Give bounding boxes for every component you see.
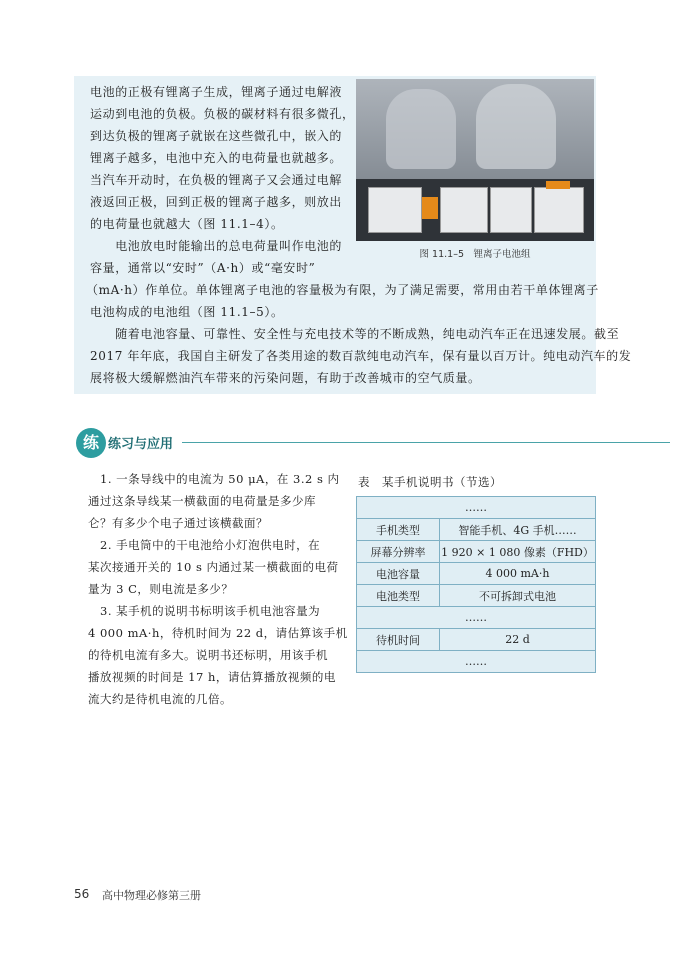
battery-cell-shape bbox=[490, 187, 532, 233]
table-row bbox=[357, 607, 596, 629]
question-line: 的待机电流有多大。说明书还标明，用该手机 bbox=[88, 648, 328, 662]
question-line: 流大约是待机电流的几倍。 bbox=[88, 692, 232, 706]
table-value: 22 d bbox=[440, 629, 596, 651]
info-line: 电池的正极有锂离子生成，锂离子通过电解液 bbox=[90, 85, 343, 99]
book-title: 高中物理必修第三册 bbox=[102, 889, 201, 902]
page-number: 56 bbox=[74, 887, 90, 901]
figure-caption: 图 11.1–5 锂离子电池组 bbox=[419, 249, 531, 260]
battery-connector-shape bbox=[546, 181, 570, 189]
battery-pack-figure bbox=[356, 79, 594, 241]
table-key: 电池类型 bbox=[357, 585, 440, 607]
table-value: 不可拆卸式电池 bbox=[440, 585, 596, 607]
table-row bbox=[357, 541, 596, 563]
info-line: 展将极大缓解燃油汽车带来的污染问题，有助于改善城市的空气质量。 bbox=[90, 371, 481, 385]
car-seat-shape bbox=[476, 84, 556, 169]
table-value: 1 920 × 1 080 像素（FHD） bbox=[440, 541, 596, 563]
table-key: 手机类型 bbox=[357, 519, 440, 541]
question-line: 通过这条导线某一横截面的电荷量是多少库 bbox=[88, 494, 316, 508]
question-line: 量为 3 C，则电流是多少？ bbox=[88, 582, 234, 596]
info-line: 的电荷量也就越大（图 11.1–4）。 bbox=[90, 217, 284, 231]
info-line: 电池放电时能输出的总电荷量叫作电池的 bbox=[90, 239, 343, 253]
table-key: 电池容量 bbox=[357, 563, 440, 585]
phone-spec-table bbox=[356, 496, 596, 673]
info-line: 当汽车开动时，在负极的锂离子又会通过电解 bbox=[90, 173, 343, 187]
info-line: 容量，通常以“安时”（A·h）或“毫安时” bbox=[90, 261, 316, 275]
table-row bbox=[357, 519, 596, 541]
table-ellipsis: …… bbox=[357, 651, 596, 673]
question-line: 仑？有多少个电子通过该横截面？ bbox=[88, 516, 268, 530]
table-row bbox=[357, 629, 596, 651]
section-divider bbox=[182, 442, 670, 443]
table-value: 智能手机、4G 手机…… bbox=[440, 519, 596, 541]
info-line: 2017 年年底，我国自主研发了各类用途的数百款纯电动汽车，保有量以百万计。纯电动汽车的发 bbox=[90, 349, 632, 363]
info-line: 运动到电池的负极。负极的碳材料有很多微孔， bbox=[90, 107, 355, 121]
table-ellipsis: …… bbox=[357, 497, 596, 519]
table-row bbox=[357, 497, 596, 519]
table-ellipsis: …… bbox=[357, 607, 596, 629]
question-line: 播放视频的时间是 17 h，请估算播放视频的电 bbox=[88, 670, 336, 684]
question-line: 1. 一条导线中的电流为 50 μA，在 3.2 s 内 bbox=[88, 472, 340, 486]
info-line: 锂离子越多，电池中充入的电荷量也就越多。 bbox=[90, 151, 343, 165]
question-line: 某次接通开关的 10 s 内通过某一横截面的电荷 bbox=[88, 560, 339, 574]
table-value: 4 000 mA·h bbox=[440, 563, 596, 585]
info-line: 电池构成的电池组（图 11.1–5）。 bbox=[90, 305, 284, 319]
table-row bbox=[357, 651, 596, 673]
question-line: 3. 某手机的说明书标明该手机电池容量为 bbox=[88, 604, 321, 618]
info-line: 液返回正极，回到正极的锂离子越多，则放出 bbox=[90, 195, 343, 209]
battery-cell-shape bbox=[368, 187, 422, 233]
practice-section-icon: 练 bbox=[76, 428, 106, 458]
car-seat-shape bbox=[386, 89, 456, 169]
table-key: 屏幕分辨率 bbox=[357, 541, 440, 563]
question-line: 4 000 mA·h，待机时间为 22 d，请估算该手机 bbox=[88, 626, 348, 640]
info-line: 随着电池容量、可靠性、安全性与充电技术等的不断成熟，纯电动汽车正在迅速发展。截至 bbox=[90, 327, 620, 341]
table-row bbox=[357, 585, 596, 607]
table-title: 表 某手机说明书（节选） bbox=[358, 475, 502, 489]
info-line: 到达负极的锂离子就嵌在这些微孔中，嵌入的 bbox=[90, 129, 343, 143]
battery-connector-shape bbox=[422, 197, 438, 219]
battery-cell-shape bbox=[534, 187, 584, 233]
table-key: 待机时间 bbox=[357, 629, 440, 651]
battery-cell-shape bbox=[440, 187, 488, 233]
question-line: 2. 手电筒中的干电池给小灯泡供电时，在 bbox=[88, 538, 321, 552]
table-row bbox=[357, 563, 596, 585]
section-title: 练习与应用 bbox=[108, 437, 174, 452]
info-line: （mA·h）作单位。单体锂离子电池的容量极为有限，为了满足需要，常用由若干单体锂离子 bbox=[86, 283, 599, 297]
